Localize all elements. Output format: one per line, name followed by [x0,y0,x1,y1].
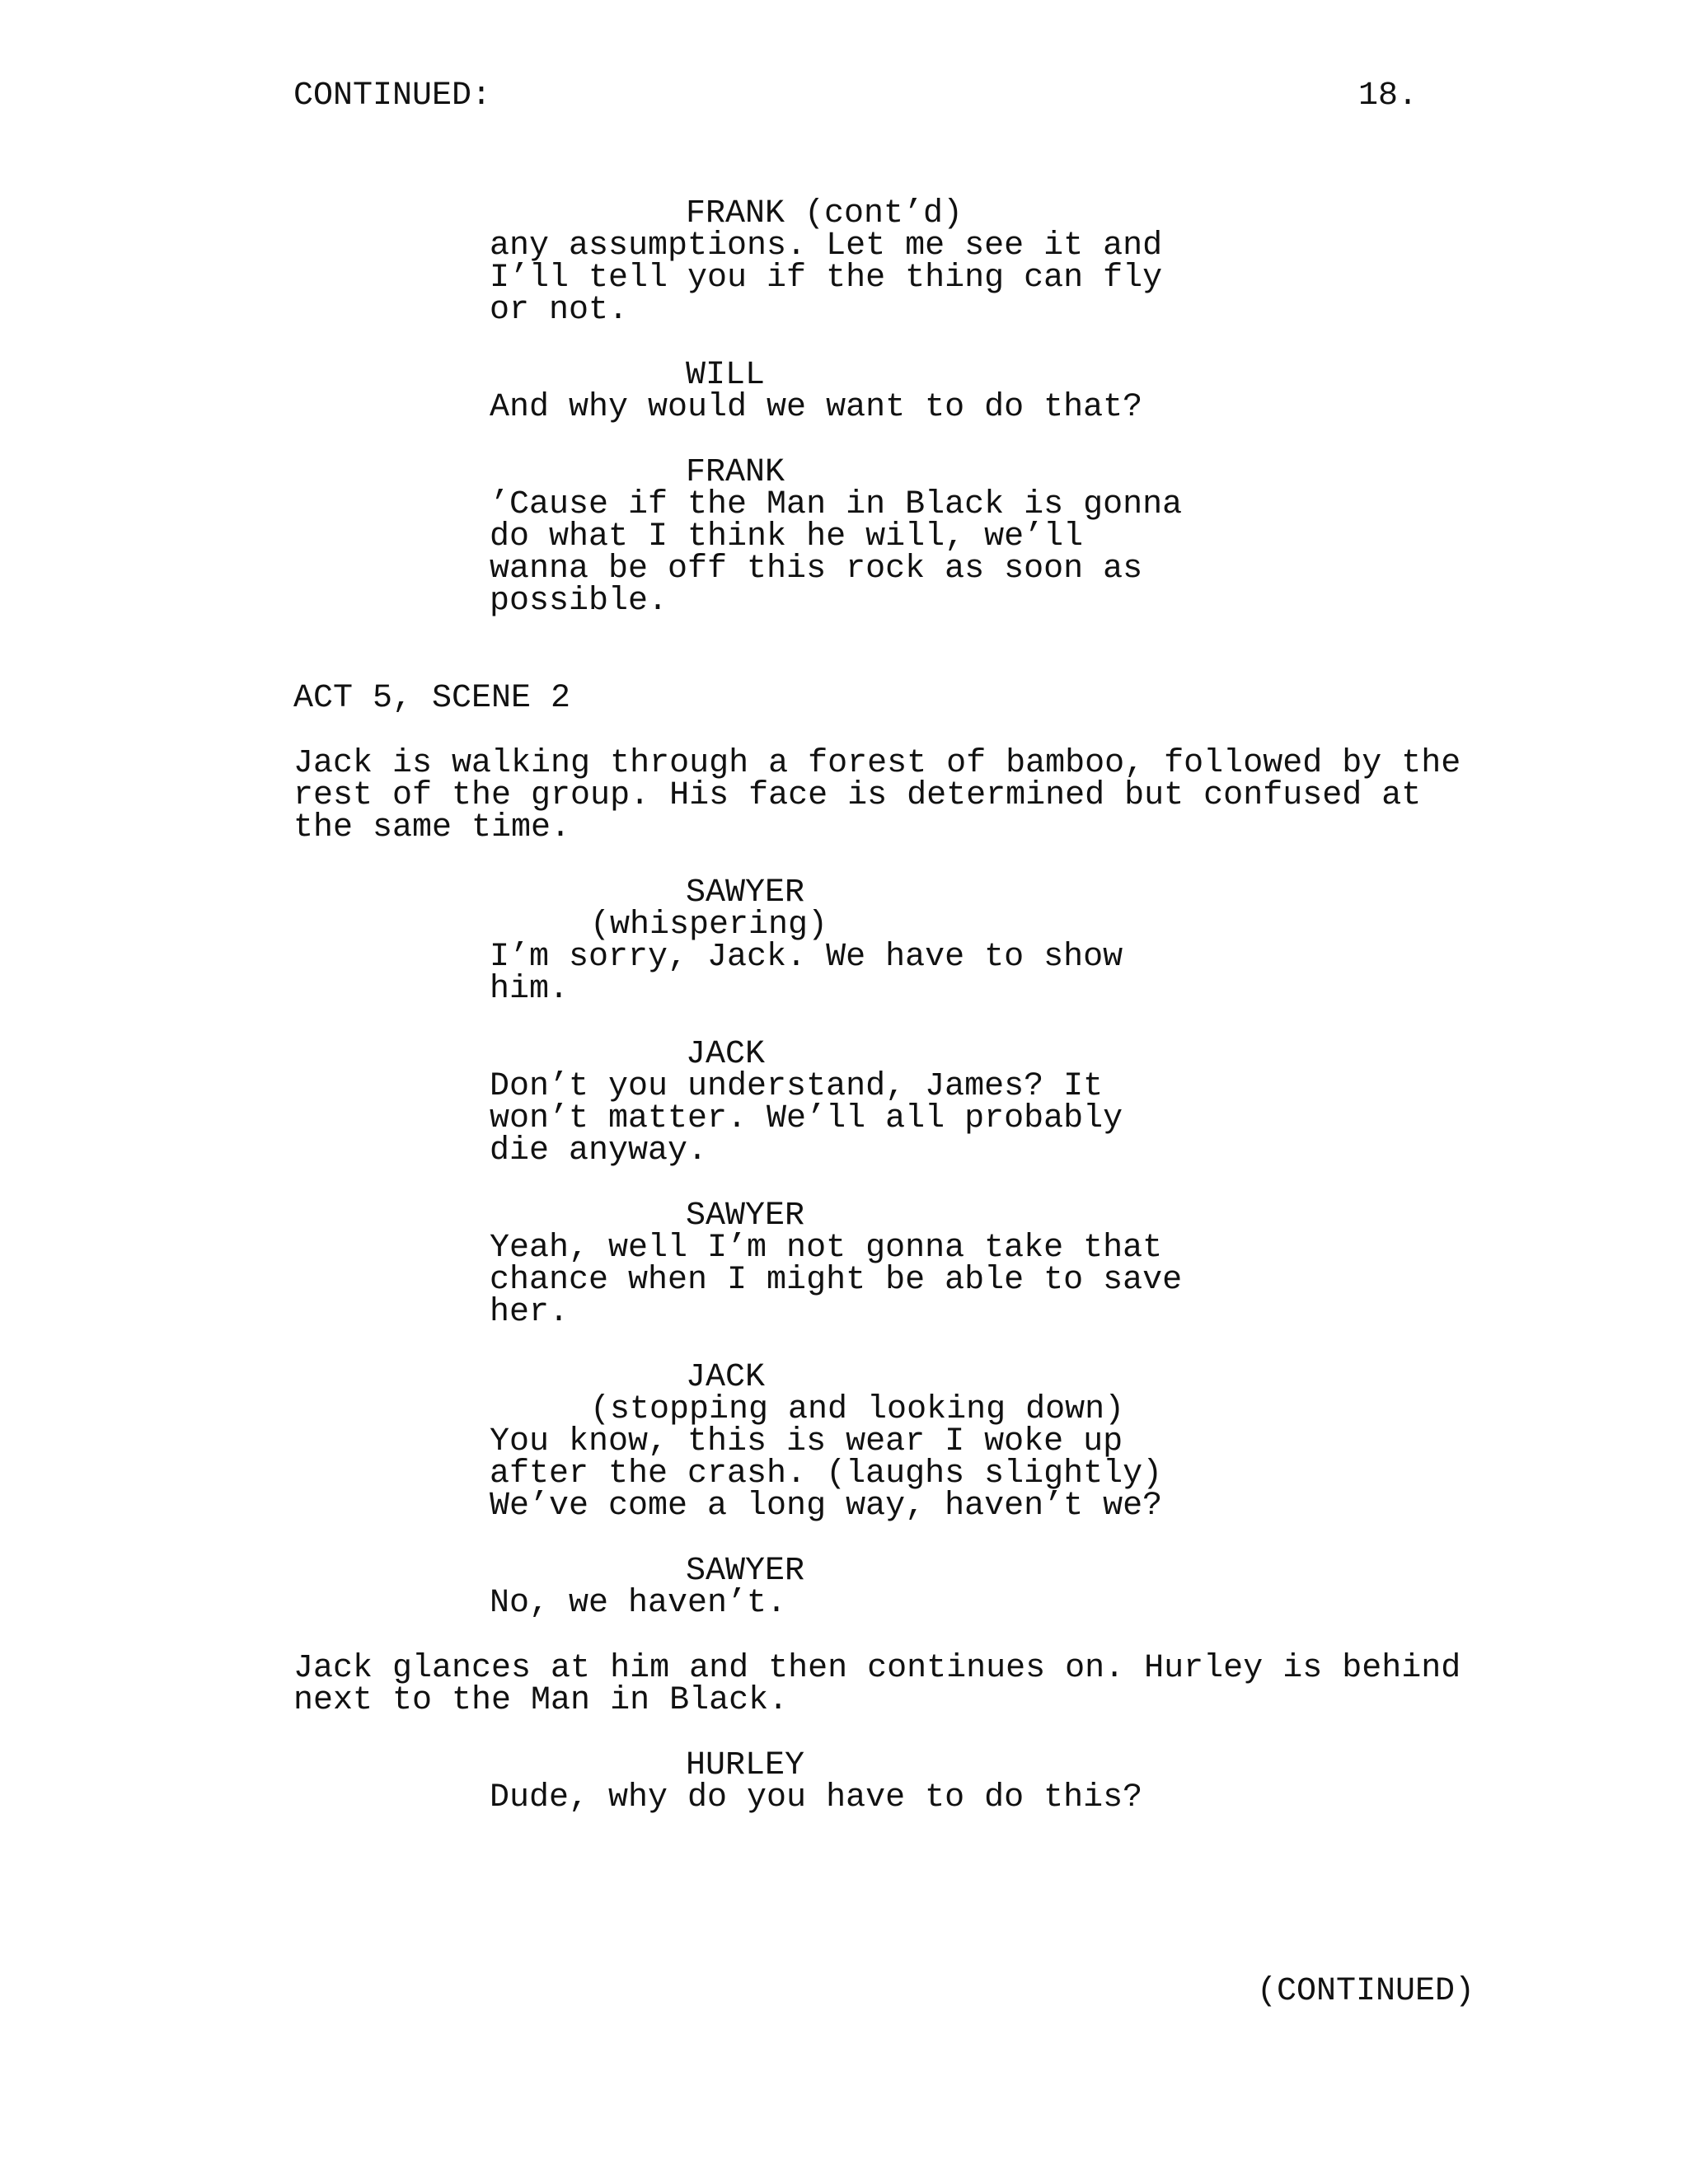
dialogue-line: We’ve come a long way, haven’t we? [490,1488,1163,1525]
dialogue-line: wanna be off this rock as soon as [490,551,1143,588]
character-name: WILL [686,357,766,394]
dialogue-line: her. [490,1294,570,1331]
action-line: Jack is walking through a forest of bamboo, followed by the [293,745,1461,782]
dialogue-line: chance when I might be able to save [490,1262,1183,1299]
dialogue-line: Don’t you understand, James? It [490,1068,1104,1105]
dialogue-line: No, we haven’t. [490,1585,787,1622]
parenthetical: (whispering) [590,907,828,944]
character-name: JACK [686,1036,766,1073]
dialogue-line: do what I think he will, we’ll [490,518,1084,555]
character-name: SAWYER [686,1553,805,1590]
character-name: HURLEY [686,1747,805,1784]
dialogue-line: You know, this is wear I woke up [490,1423,1123,1460]
dialogue-line: I’ll tell you if the thing can fly [490,260,1163,297]
action-line: rest of the group. His face is determined but confused at [293,777,1422,814]
continued-header: CONTINUED: [293,77,492,115]
action-line: next to the Man in Black. [293,1682,789,1719]
dialogue-line: won’t matter. We’ll all probably [490,1100,1123,1137]
scene-heading: ACT 5, SCENE 2 [293,680,571,717]
dialogue-line: after the crash. (laughs slightly) [490,1455,1163,1493]
parenthetical: (stopping and looking down) [590,1391,1125,1428]
action-line: the same time. [293,809,571,846]
dialogue-line: And why would we want to do that? [490,389,1143,426]
page-number: 18. [1358,77,1418,115]
dialogue-line: I’m sorry, Jack. We have to show [490,939,1123,976]
character-name: SAWYER [686,874,805,912]
dialogue-line: him. [490,971,570,1008]
continued-footer: (CONTINUED) [1257,1973,1475,2010]
character-name: JACK [686,1359,766,1396]
dialogue-line: ’Cause if the Man in Black is gonna [490,486,1183,523]
character-name: FRANK (cont’d) [686,195,964,232]
dialogue-line: any assumptions. Let me see it and [490,227,1163,265]
dialogue-line: or not. [490,292,629,329]
dialogue-line: Dude, why do you have to do this? [490,1779,1143,1816]
dialogue-line: die anyway. [490,1132,708,1169]
action-line: Jack glances at him and then continues on. Hurley is behind [293,1650,1461,1687]
character-name: FRANK [686,454,785,491]
character-name: SAWYER [686,1197,805,1235]
dialogue-line: Yeah, well I’m not gonna take that [490,1230,1163,1267]
dialogue-line: possible. [490,583,668,620]
